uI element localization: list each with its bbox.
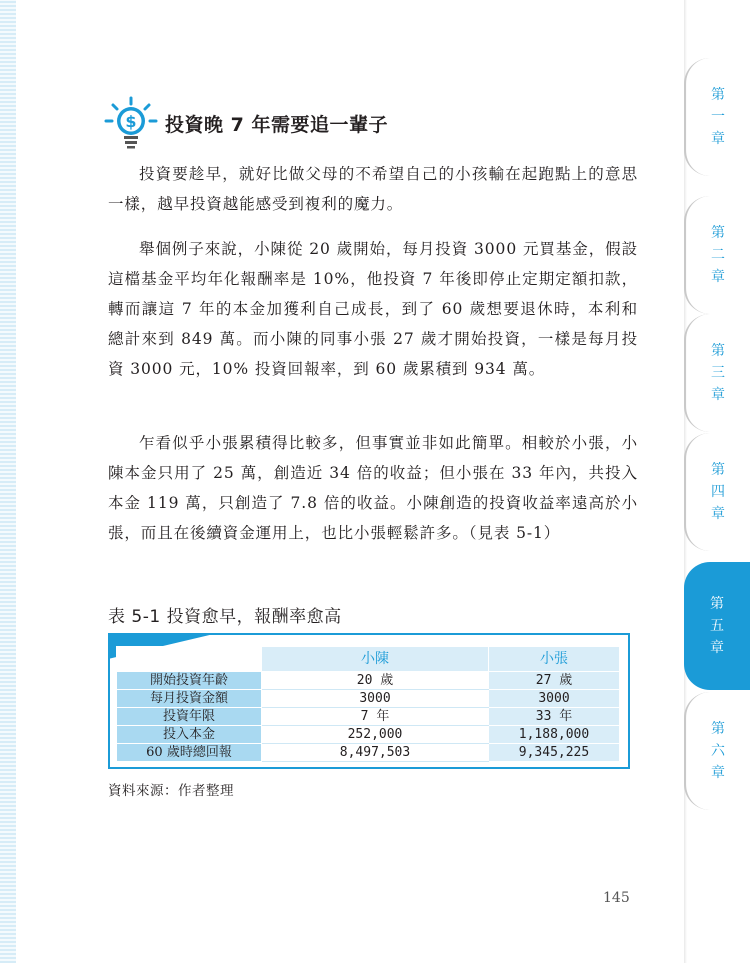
chapter-tab-4[interactable] [684, 433, 750, 551]
table-row-label: 每月投資金額 [117, 690, 262, 708]
chapter-tab-char: 章 [711, 765, 725, 781]
chapter-tab-char: 第 [711, 87, 725, 103]
chapter-tab-char: 第 [711, 462, 725, 478]
chapter-tab-char: 六 [711, 743, 725, 759]
body-paragraph-1: 投資要趁早，就好比做父母的不希望自己的小孩輸在起跑點上的意思一樣，越早投資越能感受到複利的魔力。 [108, 165, 638, 213]
table-row-label: 投入本金 [117, 726, 262, 744]
table-cell: 27 歲 [489, 672, 620, 690]
comparison-table [116, 646, 620, 762]
table-row [117, 690, 620, 708]
table-header-row [117, 647, 620, 672]
table-cell: 7 年 [262, 708, 489, 726]
svg-text:$: $ [125, 112, 137, 131]
table-row [117, 744, 620, 762]
table-cell: 9,345,225 [489, 744, 620, 762]
chapter-tab-char: 章 [711, 131, 725, 147]
chapter-tab-char: 四 [711, 484, 725, 500]
chapter-tab-char: 三 [711, 365, 725, 381]
chapter-tab-2[interactable] [684, 196, 750, 314]
section-title: 投資晚 7 年需要追一輩子 [165, 113, 388, 136]
table-title: 表 5-1 投資愈早，報酬率愈高 [108, 607, 342, 627]
chapter-tab-1[interactable] [684, 58, 750, 176]
chapter-tab-char: 第 [711, 225, 725, 241]
table-row [117, 708, 620, 726]
chapter-tab-char: 第 [711, 721, 725, 737]
left-decorative-strip [0, 0, 16, 963]
table-row-label: 60 歲時總回報 [117, 744, 262, 762]
chapter-tab-3[interactable] [684, 314, 750, 432]
table-cell: 1,188,000 [489, 726, 620, 744]
chapter-tab-char: 章 [711, 387, 725, 403]
lightbulb-dollar-icon [103, 95, 159, 151]
page-number: 145 [603, 890, 630, 906]
chapter-tab-char: 章 [711, 269, 725, 285]
table-header-blank [117, 647, 262, 672]
chapter-tab-char: 第 [710, 596, 724, 612]
body-paragraph-2: 舉個例子來說，小陳從 20 歲開始，每月投資 3000 元買基金，假設這檔基金平均年化報酬率是 10%，他投資 7 年後即停止定期定額扣款，轉而讓這 7 年的本金加獲利自己成長，到了 60 歲想要退休時，本利和總計來到 849 萬。而小陳的同事小張 27 歲才開始投資，一樣是每月投資 3000 元，10% 投資回報率，到 60 歲累積到 934 萬。 [108, 240, 638, 378]
table-cell: 3000 [262, 690, 489, 708]
chapter-tab-char: 章 [710, 640, 724, 656]
chapter-tab-6[interactable] [684, 692, 750, 810]
table-row-label: 投資年限 [117, 708, 262, 726]
table-header-cell: 小張 [489, 647, 620, 672]
section-heading [103, 96, 388, 150]
table-cell: 20 歲 [262, 672, 489, 690]
table-row [117, 726, 620, 744]
table-header-cell: 小陳 [262, 647, 489, 672]
chapter-tab-char: 一 [711, 109, 725, 125]
table-cell: 252,000 [262, 726, 489, 744]
chapter-tab-5-active[interactable] [684, 562, 750, 690]
chapter-tab-char: 第 [711, 343, 725, 359]
table-cell: 33 年 [489, 708, 620, 726]
table-row [117, 672, 620, 690]
table-cell: 8,497,503 [262, 744, 489, 762]
chapter-tab-char: 二 [711, 247, 725, 263]
table-row-label: 開始投資年齡 [117, 672, 262, 690]
body-paragraph-3: 乍看似乎小張累積得比較多，但事實並非如此簡單。相較於小張，小陳本金只用了 25 萬，創造近 34 倍的收益；但小張在 33 年內，共投入本金 119 萬，只創造了 7.8 倍的收益。小陳創造的投資收益率遠高於小張，而且在後續資金運用上，也比小張輕鬆許多。（見表 5-1） [108, 434, 638, 542]
chapter-tab-char: 章 [711, 506, 725, 522]
table-cell: 3000 [489, 690, 620, 708]
chapter-tab-column [684, 0, 750, 963]
table-source-note: 資料來源：作者整理 [108, 783, 234, 799]
chapter-tab-char: 五 [710, 618, 724, 634]
